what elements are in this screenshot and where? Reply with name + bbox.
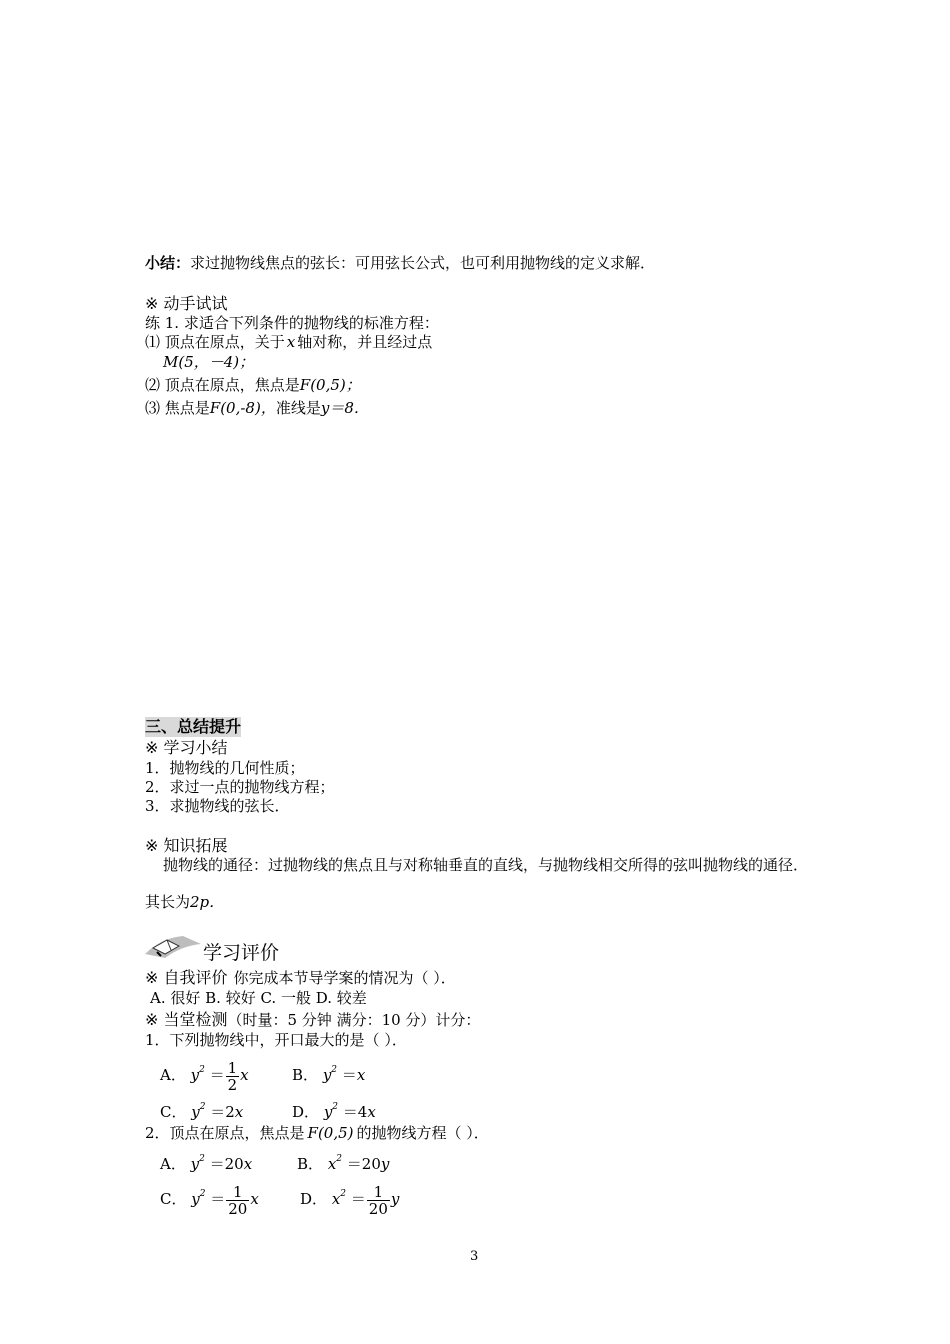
q1-option-a: A． $y^2$ ＝ $\frac{1}{2}$ x bbox=[160, 1058, 249, 1094]
extension-title: ※ 知识拓展 bbox=[145, 836, 228, 855]
q2-option-b: B． $x^2 =20y$ bbox=[297, 1154, 390, 1173]
extension-length: 其长为2p． bbox=[145, 893, 225, 911]
q2-option-c: C． $y^2$ ＝ $\frac{1}{20}$ x bbox=[160, 1182, 259, 1218]
evaluation-title: 学习评价 bbox=[203, 942, 280, 964]
list-item: 2．求过一点的抛物线方程； bbox=[145, 778, 335, 796]
q1-option-c: C． $y^2 =2x$ bbox=[160, 1102, 244, 1121]
page-number: 3 bbox=[470, 1249, 479, 1264]
q1-option-b: B． $y^2 =x$ bbox=[292, 1065, 366, 1084]
study-summary-title: ※ 学习小结 bbox=[145, 738, 228, 757]
q1-option-d: D． $y^2 =4x$ bbox=[292, 1102, 376, 1121]
exercise-item-1-point: M(5，－4)； bbox=[163, 353, 255, 371]
list-item: 3．求抛物线的弦长． bbox=[145, 797, 290, 815]
summary-label: 小结： bbox=[145, 254, 191, 272]
quiz-question-1: 1．下列抛物线中，开口最大的是（ ）． bbox=[145, 1031, 407, 1049]
summary-text: 求过抛物线焦点的弦长：可用弦长公式，也可利用抛物线的定义求解． bbox=[190, 254, 656, 272]
quiz-header: ※ 当堂检测（时量：5 分钟 满分：10 分）计分： bbox=[145, 1010, 481, 1029]
try-section-title: ※ 动手试试 bbox=[145, 294, 228, 313]
quiz-question-2: 2．顶点在原点，焦点是 F(0,5) 的抛物线方程（ ）． bbox=[145, 1124, 489, 1142]
exercise-item-3: ⑶ 焦点是F(0,-8)，准线是y＝8． bbox=[145, 399, 369, 417]
q2-option-a: A． $y^2 =20x$ bbox=[160, 1154, 253, 1173]
summary-line bbox=[145, 253, 655, 273]
list-item: 1．抛物线的几何性质； bbox=[145, 759, 305, 777]
q2-option-d: D． $x^2$ ＝ $\frac{1}{20}$ y bbox=[300, 1182, 400, 1218]
self-eval: ※ 自我评价 你完成本节导学案的情况为（ ）． bbox=[145, 968, 456, 987]
book-icon bbox=[143, 930, 203, 960]
exercise-item-2: ⑵ 顶点在原点，焦点是F(0,5)； bbox=[145, 376, 361, 394]
exercise-item-1: ⑴ 顶点在原点，关于 x 轴对称，并且经过点 bbox=[145, 333, 433, 351]
extension-text: 抛物线的通径：过抛物线的焦点且与对称轴垂直的直线，与抛物线相交所得的弦叫抛物线的通径． bbox=[163, 856, 809, 874]
self-eval-options: A. 很好 B. 较好 C. 一般 D. 较差 bbox=[150, 989, 367, 1007]
section-title-summary: 三、总结提升 bbox=[145, 717, 242, 736]
exercise-title: 练 1. 求适合下列条件的抛物线的标准方程： bbox=[145, 314, 439, 332]
